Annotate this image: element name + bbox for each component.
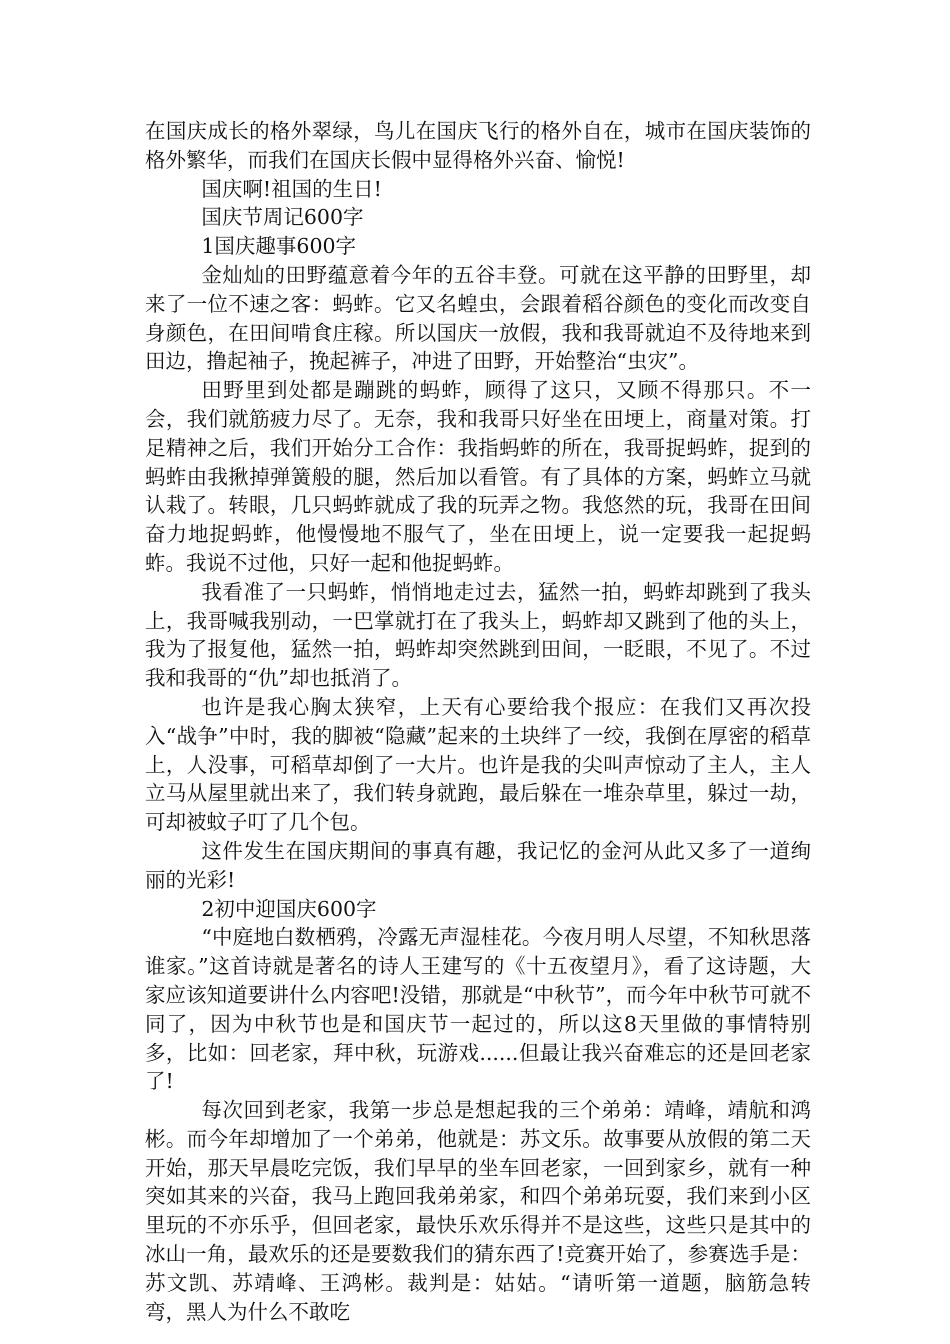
article-title-2: 2初中迎国庆600字 xyxy=(201,896,377,921)
document-body xyxy=(145,117,811,1326)
paragraph: 我看准了一只蚂蚱，悄悄地走过去，猛然一拍，蚂蚱却跳到了我头上，我哥喊我别动，一巴掌就打在了我头上，蚂蚱却又跳到了他的头上，我为了报复他，猛然一拍，蚂蚱却突然跳到田间，一眨眼，不见了。不过我和我哥的“仇”却也抵消了。 xyxy=(145,579,811,691)
paragraph: 也许是我心胸太狭窄，上天有心要给我个报应：在我们又再次投入“战争”中时，我的脚被“隐藏”起来的土块绊了一绞，我倒在厚密的稻草上，人没事，可稻草却倒了一大片。也许是我的尖叫声惊动了主人，主人立马从屋里就出来了，我们转身就跑，最后躲在一堆杂草里，躲过一劫，可却被蚊子叮了几个包。 xyxy=(145,694,811,835)
paragraph-intro-continuation: 在国庆成长的格外翠绿，鸟儿在国庆飞行的格外自在，城市在国庆装饰的格外繁华，而我们在国庆长假中显得格外兴奋、愉悦! xyxy=(145,119,811,172)
paragraph: 金灿灿的田野蕴意着今年的五谷丰登。可就在这平静的田野里，却来了一位不速之客：蚂蚱。它又名蝗虫，会跟着稻谷颜色的变化而改变自身颜色，在田间啃食庄稼。所以国庆一放假，我和我哥就迫不及待地来到田边，撸起袖子，挽起裤子，冲进了田野，开始整治“虫灾”。 xyxy=(145,262,811,374)
paragraph: “中庭地白数栖鸦，冷露无声湿桂花。今夜月明人尽望，不知秋思落谁家。”这首诗就是著名的诗人王建写的《十五夜望月》，看了这诗题，大家应该知道要讲什么内容吧!没错，那就是“中秋节”，而今年中秋节可就不同了，因为中秋节也是和国庆节一起过的，所以这8天里做的事情特别多，比如：回老家，拜中秋，玩游戏......但最让我兴奋难忘的还是回老家了! xyxy=(145,925,811,1094)
section-heading: 国庆节周记600字 xyxy=(201,205,364,230)
article-title-1: 1国庆趣事600字 xyxy=(201,234,357,259)
paragraph: 这件发生在国庆期间的事真有趣，我记忆的金河从此又多了一道绚丽的光彩! xyxy=(145,838,811,892)
paragraph-exclamation: 国庆啊!祖国的生日! xyxy=(201,176,382,201)
paragraph: 每次回到老家，我第一步总是想起我的三个弟弟：靖峰，靖航和鸿彬。而今年却增加了一个弟弟，他就是：苏文乐。故事要从放假的第二天开始，那天早晨吃完饭，我们早早的坐车回老家，一回到家乡，就有一种突如其来的兴奋，我马上跑回我弟弟家，和四个弟弟玩耍，我们来到小区里玩的不亦乐乎，但回老家，最快乐欢乐得并不是这些，这些只是其中的冰山一角，最欢乐的还是要数我们的猜东西了!竞赛开始了，参赛选手是：苏文凯、苏靖峰、王鸿彬。裁判是：姑姑。“请听第一道题，脑筋急转弯，黑人为什么不敢吃 xyxy=(145,1098,811,1324)
paragraph: 田野里到处都是蹦跳的蚂蚱，顾得了这只，又顾不得那只。不一会，我们就筋疲力尽了。无奈，我和我哥只好坐在田埂上，商量对策。打足精神之后，我们开始分工合作：我指蚂蚱的所在，我哥捉蚂蚱，捉到的蚂蚱由我揪掉弹簧般的腿，然后加以看管。有了具体的方案，蚂蚱立马就认栽了。转眼，几只蚂蚱就成了我的玩弄之物。我悠然的玩，我哥在田间奋力地捉蚂蚱，他慢慢地不服气了，坐在田埂上，说一定要我一起捉蚂蚱。我说不过他，只好一起和他捉蚂蚱。 xyxy=(145,378,811,575)
